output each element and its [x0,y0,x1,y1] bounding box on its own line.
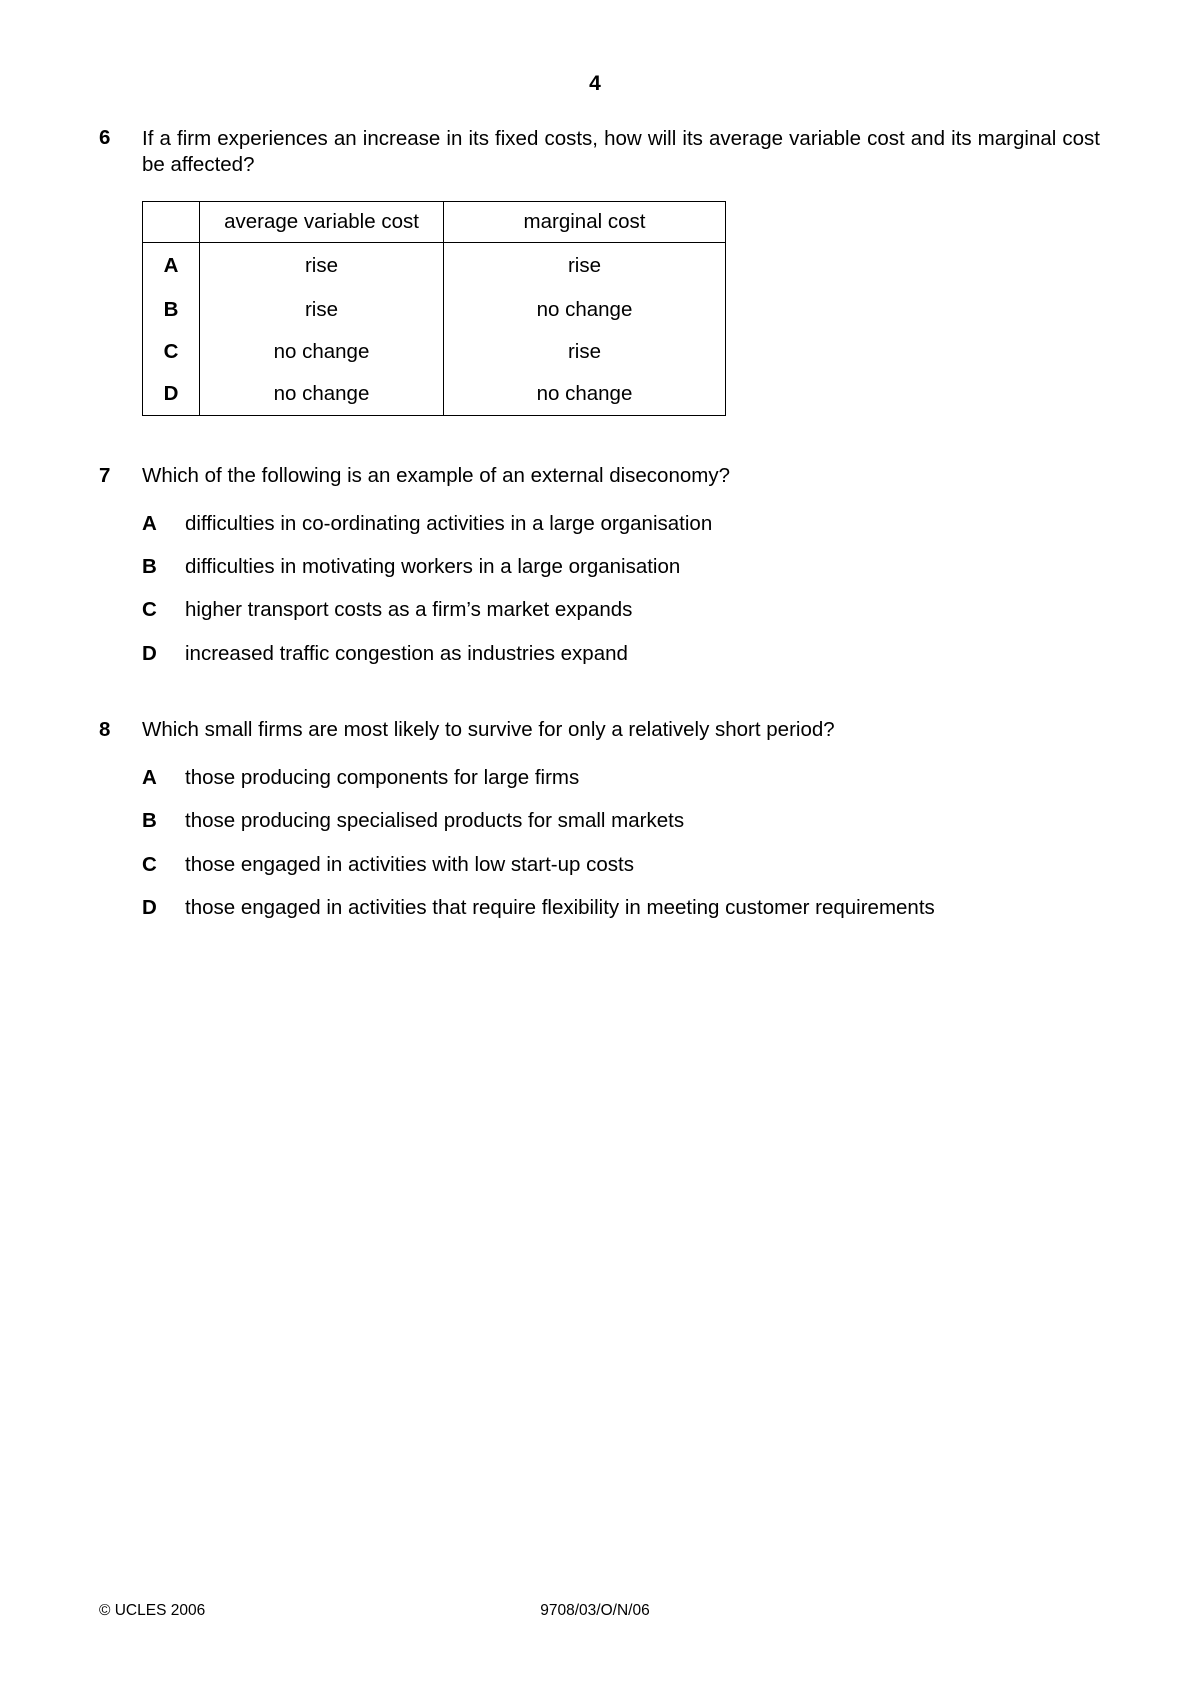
option-text: difficulties in motivating workers in a large organisation [185,555,681,578]
mc-cell: no change [444,289,726,331]
option-key: A [143,243,200,290]
option-key: D [142,896,157,919]
footer-paper-code: 9708/03/O/N/06 [540,1602,650,1619]
question-number: 7 [99,464,111,487]
table-header-row [143,202,726,243]
option-key: C [142,853,157,876]
option-key: A [142,766,157,789]
option-key: C [142,598,157,621]
question-number: 8 [99,718,111,741]
answer-table [142,201,726,416]
table-header-marginal-cost: marginal cost [444,202,726,243]
question-text: Which small firms are most likely to survive for only a relatively short period? [142,718,835,741]
option-text: those producing specialised products for small markets [185,809,685,832]
avc-cell: rise [200,289,444,331]
question-number: 6 [99,126,111,149]
option-text: increased traffic congestion as industries expand [185,642,628,665]
mc-cell: rise [444,243,726,290]
option-text: those engaged in activities with low start-up costs [185,853,634,876]
table-row [143,289,726,331]
avc-cell: rise [200,243,444,290]
option-key: B [143,289,200,331]
table-row [143,243,726,290]
option-key: B [142,555,157,578]
table-row [143,373,726,416]
table-row [143,331,726,373]
option-key: A [142,512,157,535]
page-number: 4 [589,72,601,95]
option-text: those producing components for large firms [185,766,580,789]
option-key: B [142,809,157,832]
question-text: If a firm experiences an increase in its fixed costs, how will its average variable cost and its marginal cost be affected? [142,127,1100,176]
option-key: C [143,331,200,373]
option-text: difficulties in co-ordinating activities in a large organisation [185,512,713,535]
mc-cell: rise [444,331,726,373]
avc-cell: no change [200,373,444,416]
option-text: those engaged in activities that require flexibility in meeting customer requirements [185,896,935,919]
option-key: D [142,642,157,665]
table-header-blank [143,202,200,243]
table-header-average-variable-cost: average variable cost [200,202,444,243]
option-key: D [143,373,200,416]
mc-cell: no change [444,373,726,416]
avc-cell: no change [200,331,444,373]
footer-copyright: © UCLES 2006 [99,1602,206,1619]
option-text: higher transport costs as a firm’s market expands [185,598,633,621]
question-text: Which of the following is an example of an external diseconomy? [142,464,730,487]
